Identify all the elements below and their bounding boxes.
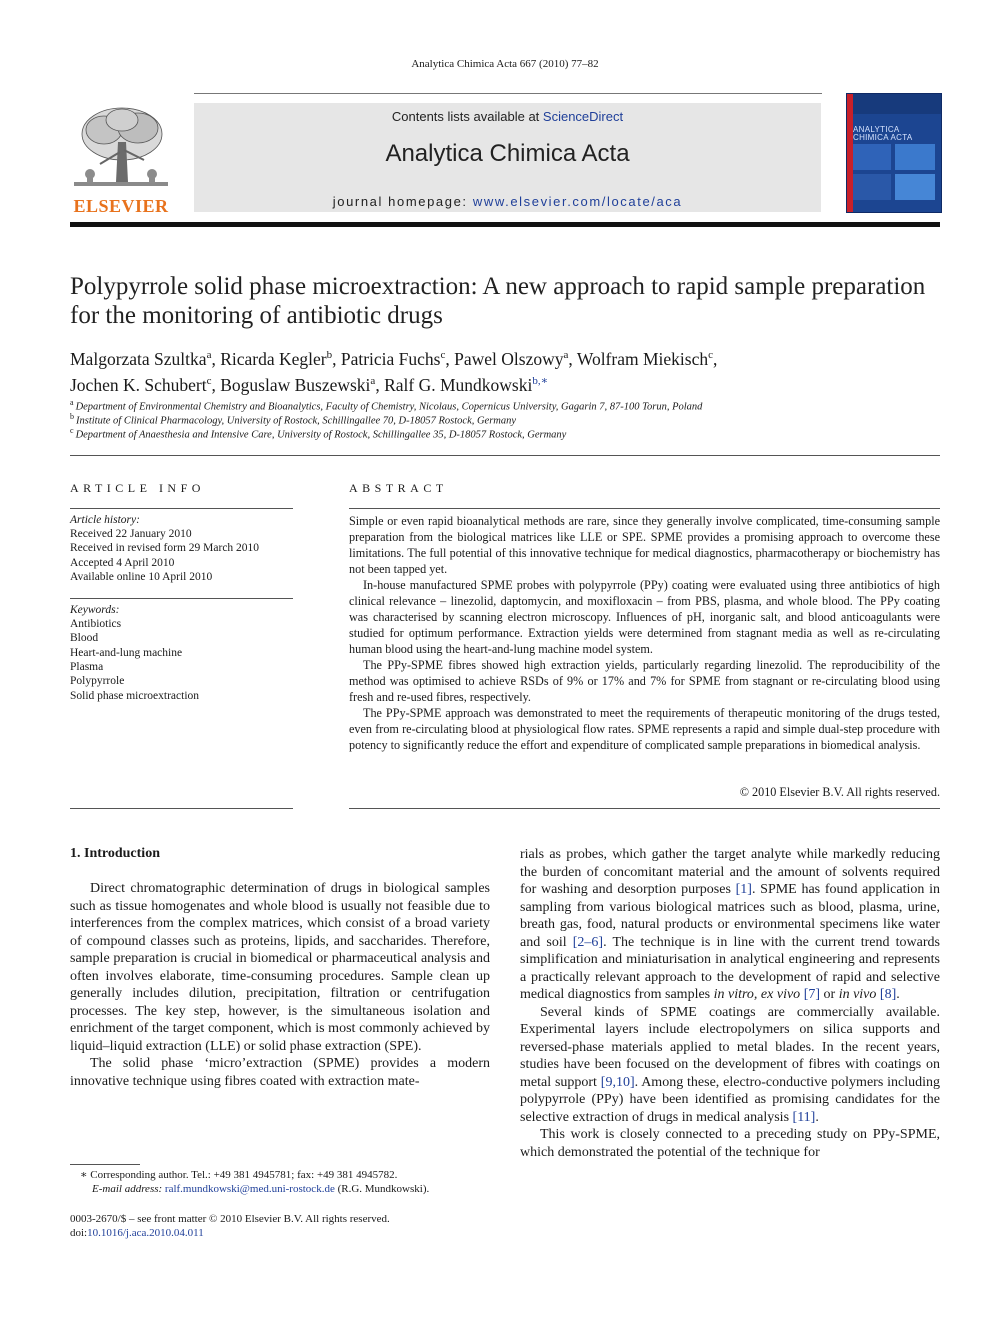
- body-paragraph: Direct chromatographic determination of drugs in biological samples such as tissue homogenates and whole blood is usually not feasible due to interferences from the complex matrices, which consist of a broad variety of compound classes such as proteins, lipids, and saccharides. Therefore, sample preparation is crucial in biomedical or pharmaceutical analysis and often involves elaborate, time-consuming procedures. Sample clean up generally includes dilution, precipitation, filtration or centrifugation processes. The key step, however, is the simultaneous isolation and enrichment of the target component, which is most commonly achieved by liquid–liquid extraction (LLE) or solid phase extraction (SPE).: [70, 881, 490, 1054]
- contents-line: [194, 109, 821, 124]
- affiliation-b: $^b$ Institute of Clinical Pharmacology, University of Rostock, Schillingallee 70, D-18057 Rostock, Germany: [70, 412, 517, 427]
- article-info-bottom-rule: [70, 808, 293, 809]
- author[interactable]: Ricarda Kegler$^b$,: [220, 348, 341, 369]
- affiliation-c: $^c$ Department of Anaesthesia and Intensive Care, University of Rostock, Schillingallee 35, D-18057 Rostock, Germany: [70, 426, 567, 441]
- citation-link[interactable]: [7]: [803, 987, 821, 1002]
- history-revised: Received in revised form 29 March 2010: [70, 542, 260, 554]
- section-divider: [70, 455, 940, 456]
- keyword-item: Blood: [70, 632, 99, 644]
- masthead-banner: [194, 103, 821, 212]
- citation-link[interactable]: [1]: [735, 882, 752, 897]
- issn-line: 0003-2670/$ – see front matter © 2010 Elsevier B.V. All rights reserved.: [70, 1213, 390, 1225]
- author[interactable]: Malgorzata Szultka$^a$,: [70, 348, 221, 369]
- doi-line: doi:10.1016/j.aca.2010.04.011: [70, 1227, 204, 1239]
- keyword-item: Plasma: [70, 661, 104, 673]
- abstract-paragraph: Simple or even rapid bioanalytical methods are rare, since they generally involve complicated, time-consuming sample preparation from the biological matrices like LLE or SPE. SPME provides a promising approach to overcome these limitations. The full potential of this innovative technique for medical diagnostics, pharmacotherapy or biochemistry has not been tapped yet.: [349, 514, 940, 576]
- author[interactable]: Wolfram Miekisch$^c$,: [576, 348, 718, 369]
- footnote-rule: [70, 1164, 140, 1165]
- abstract-bottom-rule: [349, 808, 940, 809]
- keyword-item: Polypyrrole: [70, 675, 125, 687]
- journal-cover-image[interactable]: [846, 93, 942, 213]
- article-info-rule: [70, 508, 293, 509]
- citation-link[interactable]: [9,10]: [600, 1074, 635, 1090]
- abstract-body: [349, 513, 940, 753]
- running-head: Analytica Chimica Acta 667 (2010) 77–82: [411, 58, 599, 70]
- homepage-prefix: journal homepage:: [332, 194, 473, 209]
- body-column-left: [70, 880, 490, 1090]
- journal-homepage-link[interactable]: www.elsevier.com/locate/aca: [472, 194, 683, 209]
- cover-title: [853, 126, 937, 142]
- keyword-item: Heart-and-lung machine: [70, 647, 183, 659]
- abstract-heading: ABSTRACT: [349, 481, 448, 495]
- article-info-heading: ARTICLE INFO: [70, 481, 205, 495]
- author[interactable]: Pawel Olszowy$^a$,: [454, 348, 577, 369]
- citation-link[interactable]: [2–6]: [572, 934, 604, 950]
- abstract-paragraph: In-house manufactured SPME probes with polypyrrole (PPy) coating were evaluated using three antibiotics of high clinical relevance – linezolid, daptomycin, and moxifloxacin – from PBS, plasma, and whole blood. The PPy coating was characterised by scanning electron microscopy. Influences of pH, inorganic salt, and blood anticoagulants were studied for optimum performance. Extraction yields were determined from stagnant media as well as re-circulating human blood using the heart-and-lung machine model system.: [349, 578, 940, 656]
- cover-art-icon: [847, 94, 941, 212]
- corresponding-author-note: ∗ Corresponding author. Tel.: +49 381 4945781; fax: +49 381 4945782.: [80, 1169, 398, 1181]
- abstract-rule: [349, 508, 940, 509]
- abstract-paragraph: The PPy-SPME approach was demonstrated to meet the requirements of therapeutic monitoring of the drugs tested, even from re-circulating blood at physiological flow rates. SPME represents a rapid and simple dual-step procedure with potency to significantly reduce the effort and expenditure of complicated sample preparations in biomedical analysis.: [349, 706, 940, 752]
- body-paragraph: rials as probes, which gather the target analyte while markedly reducing the burden of concomitant material and the amount of solvents required for washing and desorption purposes [1]. SPME has found application in sampling from various biological matrices such as blood, plasma, urine, breath gas, food, natural products or environmental specimens like water and soil [2–6]. The technique is in line with the current trend towards simplification and miniaturisation in analytical engineering and represents a practically relevant approach to the development of rapid and selective medical diagnostics from samples in vitro, ex vivo [7] or in vivo [8].: [520, 847, 940, 1002]
- body-paragraph: Several kinds of SPME coatings are commercially available. Experimental layers include electropolymers on silica supports and reversed-phase materials applied to metal blades. In the recent years, studies have been focused on the development of fibres with coatings on metal support [9,10]. Among these, electro-conductive polymers including polypyrrole (PPy) have been identified as promising candidates for the selective extraction of drugs in medical analysis [11].: [520, 1004, 940, 1125]
- cover-title-line2: CHIMICA ACTA: [853, 133, 913, 142]
- body-column-right: [520, 846, 940, 1161]
- abstract-copyright: © 2010 Elsevier B.V. All rights reserved.: [739, 785, 940, 799]
- author[interactable]: Jochen K. Schubert$^c$,: [70, 374, 221, 395]
- contents-prefix: Contents lists available at: [391, 109, 543, 124]
- cover-title-line1: ANALYTICA: [853, 125, 900, 134]
- article-history-label: Article history:: [70, 514, 140, 526]
- introduction-heading: 1. Introduction: [70, 846, 160, 861]
- masthead-bottom-rule: [70, 222, 940, 227]
- history-received: Received 22 January 2010: [70, 528, 192, 540]
- elsevier-wordmark: ELSEVIER: [73, 196, 169, 216]
- author[interactable]: Boguslaw Buszewski$^a$,: [220, 374, 385, 395]
- keyword-item: Antibiotics: [70, 618, 122, 630]
- history-online: Available online 10 April 2010: [70, 571, 213, 583]
- author[interactable]: Patricia Fuchs$^c$,: [340, 348, 455, 369]
- history-accepted: Accepted 4 April 2010: [70, 557, 175, 569]
- keywords-rule: [70, 598, 293, 599]
- author-corresponding[interactable]: Ralf G. Mundkowski$^{b,∗}$: [384, 374, 549, 395]
- affiliation-a: $^a$ Department of Environmental Chemistry and Bioanalytics, Faculty of Chemistry, Nicolaus, Copernicus University, Gagarin 7, 87-100 Torun, Poland: [70, 398, 703, 413]
- email-link[interactable]: ralf.mundkowski@med.uni-rostock.de: [164, 1183, 335, 1195]
- citation-link[interactable]: [8]: [879, 987, 897, 1002]
- email-note: E-mail address: ralf.mundkowski@med.uni-rostock.de (R.G. Mundkowski).: [92, 1183, 430, 1195]
- body-paragraph: The solid phase ‘micro’extraction (SPME) provides a modern innovative technique using fibres coated with extraction mate-: [70, 1056, 490, 1089]
- author-list: [70, 344, 940, 396]
- body-paragraph: This work is closely connected to a preceding study on PPy-SPME, which demonstrated the potential of the technique for: [520, 1127, 940, 1160]
- journal-homepage-line: [194, 194, 821, 209]
- sciencedirect-link[interactable]: ScienceDirect: [542, 109, 624, 124]
- tree-icon: [70, 102, 172, 194]
- doi-link[interactable]: 10.1016/j.aca.2010.04.011: [87, 1227, 204, 1239]
- paper-title: Polypyrrole solid phase microextraction: A new approach to rapid sample preparation for the monitoring of antibiotic drugs: [70, 273, 926, 329]
- journal-name: Analytica Chimica Acta: [385, 140, 630, 167]
- citation-link[interactable]: [11]: [792, 1109, 816, 1125]
- abstract-paragraph: The PPy-SPME fibres showed high extraction yields, particularly regarding linezolid. The reproducibility of the method was optimised to achieve RSDs of 9% or 17% and 7% for SPME from stagnant or re-circulating blood using fresh and re-used fibres, respectively.: [349, 658, 940, 704]
- keywords-label: Keywords:: [70, 604, 120, 616]
- keyword-item: Solid phase microextraction: [70, 690, 200, 702]
- masthead-top-rule: [194, 93, 822, 94]
